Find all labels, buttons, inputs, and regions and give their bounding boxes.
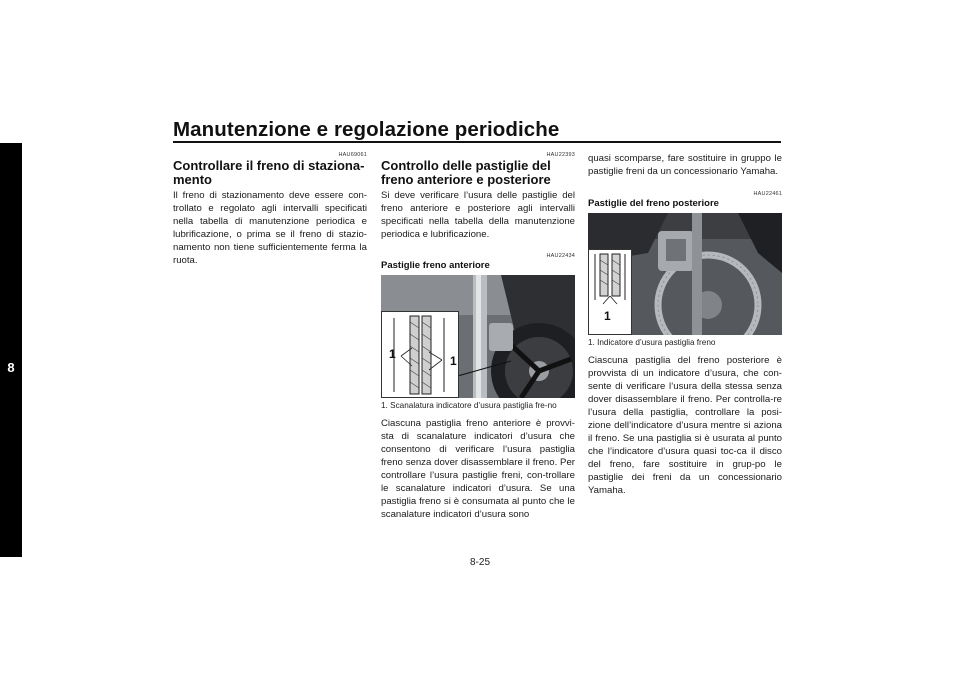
section-heading-parking-brake: Controllare il freno di staziona-mento xyxy=(173,158,365,187)
section-code: HAU69061 xyxy=(338,152,367,158)
continuation-text: quasi scomparse, fare sostituire in gruppo le pastiglie freni da un concessionario Yamaha. xyxy=(588,153,782,177)
front-brake-photo xyxy=(381,275,575,398)
section-code: HAU22434 xyxy=(546,253,575,259)
subheading-rear-pads: Pastiglie del freno posteriore xyxy=(588,198,719,209)
figure-caption: 1. Indicatore d’usura pastiglia freno xyxy=(588,338,716,347)
rear-pads-text: Ciascuna pastiglia del freno posteriore è provvista di un indicatore d’usura, che con-sente di verificare l’usura della stessa senza dover disassemblare il freno. Per controlla-re l’usura della pastiglia, controllare la posi-zione dell’indicatore d’usura mentre si aziona il freno. Se una pastiglia si è usurata al punto che l’indicatore d’usura quasi toc-ca il disco del freno, fare sostituire in grup-po le pastiglie dei freni da un concessionario Yamaha. xyxy=(588,355,782,496)
chapter-tab xyxy=(0,143,22,557)
front-pads-text: Ciascuna pastiglia freno anteriore è provvi-sta di scanalature indicatori d’usura che consentono di verificare l’usura pastiglia freno senza dover disassemblare il freno. Per controllare l’usura pastiglie freni, con-trollare le scanalature indicatori d’usura. Se una pastiglia freno si è consumata al punto che le scanalature indicatori d’usura sono xyxy=(381,418,575,520)
rear-brake-photo xyxy=(588,213,782,335)
subheading-front-pads: Pastiglie freno anteriore xyxy=(381,260,490,271)
callout-label: 1 xyxy=(389,347,396,361)
brake-pads-intro: Si deve verificare l’usura delle pastiglie del freno anteriore e posteriore agli intervalli specificati nella tabella della manutenzione periodica e lubrificazione. xyxy=(381,190,575,240)
title-divider xyxy=(173,141,781,143)
left-column xyxy=(173,152,367,267)
chapter-number: 8 xyxy=(7,360,15,375)
section-heading-brake-pads: Controllo delle pastiglie del freno anteriore e posteriore xyxy=(381,158,551,187)
middle-column xyxy=(381,152,575,521)
right-column xyxy=(588,152,782,497)
page-title: Manutenzione e regolazione periodiche xyxy=(173,118,560,141)
section-code: HAU22461 xyxy=(753,191,782,197)
page-number: 8-25 xyxy=(469,557,490,568)
parking-brake-text: Il freno di stazionamento deve essere con-trollato e regolato agli intervalli specificati nella tabella di manutenzione periodica e lubrificazione, o prima se il freno di stazio-namento non tiene sufficientemente ferma la ruota. xyxy=(173,190,367,266)
figure-caption: 1. Scanalatura indicatore d’usura pastiglia fre-no xyxy=(381,401,557,410)
section-code: HAU22393 xyxy=(546,152,575,158)
callout-label: 1 xyxy=(604,309,611,323)
callout-label: 1 xyxy=(450,354,457,368)
